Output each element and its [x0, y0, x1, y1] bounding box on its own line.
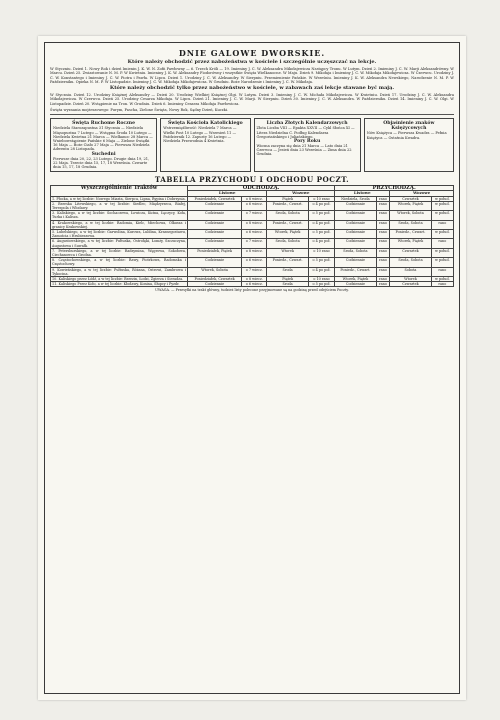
cell-a3: Czwartek: [390, 282, 431, 287]
cell-d3: Środa: [267, 267, 308, 276]
document-sheet: [38, 36, 466, 700]
cell-d3: Poniedz., Czwart.: [267, 220, 308, 229]
table-row: [51, 258, 454, 267]
box-golden-numbers-text: Złota Liczba VIII — Epakta XXVII — Cykl Słońca XI — Litera Niedzielna C. Podług Kalendarza Gregoriańskiego i Juliańskiego.: [256, 126, 355, 139]
cell-d2: o 8 wiecz.: [242, 277, 267, 282]
col-arrival-letters: Listowe: [335, 191, 390, 196]
cell-d1: Codziennie: [188, 239, 242, 248]
box-moon-signs: [364, 118, 454, 172]
cell-a3: Środa, Sobota: [390, 220, 431, 229]
cell-a3: Poniedz., Czwart.: [390, 230, 431, 239]
cell-a1: Środa, Sobota: [335, 248, 376, 257]
cell-d1: Codziennie: [188, 282, 242, 287]
table-row: [51, 267, 454, 276]
col-arrival: PRZYCHODZĄ.: [335, 186, 454, 191]
col-route: Wyszczególnienie Traktów: [51, 186, 188, 196]
cell-a3: Wtorek, Sobota: [390, 211, 431, 220]
cell-a4: rano: [431, 267, 453, 276]
box-movable-feasts-text: Niedziela Starozapustna 31 Stycznia — Niedziela Mięsopustna 7 Lutego — Wstępna Środa 10 Lutego — Niedziela Kwietna 21 Marca — Wielkanoc 28 Marca — Wniebowstąpienie Pańskie 6 Maja — Zielone Świątki 16 Maja — Boże Ciało 27 Maja — Pierwsza Niedziela Adwentu 28 Listopada.: [53, 126, 153, 152]
box-church-feasts: [160, 118, 250, 172]
cell-d3: Piątek: [267, 277, 308, 282]
table-row: [51, 220, 454, 229]
cell-a2: rano: [376, 220, 390, 229]
box-seasons-title: Pory Roku: [293, 138, 321, 144]
cell-d4: o 10 rano: [308, 196, 334, 201]
cell-d3: Wtorek, Piątek: [267, 230, 308, 239]
calendar-boxes-row-1: [50, 118, 454, 172]
table-header-row-1: [51, 186, 454, 191]
cell-a3: Czwartek: [390, 196, 431, 201]
cell-a1: Niedziela, Środa: [335, 196, 376, 201]
box-moon-signs-text: Nów Księżyca — Pierwsza Kwadra — Pełnia Księżyca — Ostatnia Kwadra.: [366, 131, 447, 140]
cell-d1: Codziennie: [188, 201, 242, 210]
cell-d4: o 4 po poł.: [308, 239, 334, 248]
cell-a4: w połud.: [431, 258, 453, 267]
cell-a1: Poniedz., Czwart.: [335, 267, 376, 276]
col-arrival-parcels: Wozowe: [390, 191, 454, 196]
cell-d2: o 6 wiecz.: [242, 201, 267, 210]
cell-d1: Codziennie: [188, 230, 242, 239]
cell-d2: o 6 wiecz.: [242, 282, 267, 287]
box-golden-numbers: [254, 118, 361, 172]
cell-route: 7. Petersburskiego, a w tej liczbie: Radzymina, Węgrowa, Sokołowa, Ciechanowca i Grodna.: [52, 248, 187, 258]
cell-d4: o 5 po poł.: [308, 211, 334, 220]
page-content: [50, 46, 454, 292]
cell-route: 9. Kowieńskiego, a w tej liczbie: Pułtuska, Różana, Ostrowi, Zambrowa i Tykocina.: [52, 267, 187, 276]
cell-d1: Codziennie: [188, 258, 242, 267]
cell-a2: rano: [376, 201, 390, 210]
footer-note: UWAGA. — Przesyłki na trakt główny, tudzież listy polecone przyjmowane są na godzinę przed odejściem Poczty.: [155, 288, 349, 293]
cell-a3: Wtorek: [390, 277, 431, 282]
cell-d2: o 8 wiecz.: [242, 220, 267, 229]
divider: [50, 114, 454, 115]
cell-a4: w połud.: [431, 211, 453, 220]
col-departure-parcels: Wozowe: [267, 191, 335, 196]
paragraph-3: Święta wyznania mojżeszowego: Purym, Pascha, Zielone Święta, Nowy Rok, Sądny Dzień, Kuczki.: [50, 108, 229, 113]
cell-route: 5. Lubelskiego, a w tej liczbie: Garwolina, Kurowa, Lublina, Krasnegostawu, Zamościa i Hrubieszowa.: [52, 230, 187, 239]
cell-d4: o 5 po poł.: [308, 258, 334, 267]
page-title: DNIE GALOWE DWORSKIE.: [178, 48, 326, 58]
paragraph-1: W Styczniu. Dzień 1. Nowy Rok i dzień Imienin J. K. W. N. Zofii Pawłowny — 6. Trzech Króli — 19. Imieniny J. C. W. Aleksandra Mikołajewicza Następcy Tronu. W Lutym. Dzień 2. Imieniny J. C. W. Marji Aleksandrówny. W Marcu. Dzień 25. Zwiastowanie N. M. P. W Kwietniu. Imieniny J. K. W. Aleksandry Fiodorówny i wszystkie Święta Wielkanocne. W Maju. Dzień 9. Mikołaja i Imieniny J. C. W. Mikołaja Mikołajewicza. W Czerwcu. Urodziny J. C. W. Konstantego i Imieniny J. C. W. Piotra i Pawła. W Lipcu. Dzień 1. Urodziny J. C. W. Aleksandry. W Sierpniu. Przemienienie Pańskie. W Wrześniu. Imieniny J. K. W. Aleksandra Newskiego, Narodzenie N. M. P. W Październiku. Opieka N. M. P. W Listopadzie. Imieniny J. C. W. Mikołaja Mikołajewicza. W Grudniu. Boże Narodzenie i Imieniny J. C. W. Mikołaja.: [50, 67, 454, 84]
cell-route: 4. Krakowskiego, a w tej liczbie: Radomia, Kielc, Miechowa, Olkusza i granicy Krakowskiej.: [52, 220, 187, 229]
cell-d4: o 4 po poł.: [308, 267, 334, 276]
cell-a4: w połud.: [431, 230, 453, 239]
cell-d3: Środa, Sobota: [267, 239, 308, 248]
cell-a2: rano: [376, 267, 390, 276]
cell-a1: Wtorek, Piątek: [335, 277, 376, 282]
cell-d2: o 7 wiecz.: [242, 267, 267, 276]
cell-d2: o 6 wiecz.: [242, 258, 267, 267]
post-table: [50, 185, 454, 287]
box-church-feasts-text: Wstrzemięźliwość: Niedziela 7 Marca — Wielki Post 10 Lutego — Wrzesień 11 — Październik 12. Zapusty 16 Lutego — Niedziela Przewodnia 4 Kwietnia.: [163, 126, 237, 143]
cell-d1: Poniedziałek, Czwartek: [188, 196, 242, 201]
cell-d3: Środa, Sobota: [267, 211, 308, 220]
cell-d2: o 8 wiecz.: [242, 248, 267, 257]
col-departure: ODCHODZĄ.: [188, 186, 335, 191]
cell-a3: Sobota: [390, 267, 431, 276]
subtitle-1: Które należy obchodzić przez nabożeństwa w kościele i szczególnie uczęszczać na lekcje.: [127, 59, 377, 65]
cell-d4: o 5 po poł.: [308, 230, 334, 239]
cell-a4: w połud.: [431, 277, 453, 282]
table-row: [51, 248, 454, 257]
cell-d2: o 7 wiecz.: [242, 211, 267, 220]
cell-a2: rano: [376, 277, 390, 282]
cell-a3: Czwartek: [390, 248, 431, 257]
table-row: [51, 282, 454, 287]
cell-a4: rano: [431, 282, 453, 287]
cell-d4: o 10 rano: [308, 277, 334, 282]
cell-a1: Codziennie: [335, 239, 376, 248]
cell-d3: Poniedz., Czwart.: [267, 201, 308, 210]
cell-a1: Codziennie: [335, 201, 376, 210]
cell-route: 2. Brzeska Litewskiego, a w tej liczbie: Siedlec, Międzyrzeca, Białej, Terespola i Włodawy.: [52, 201, 187, 211]
box-golden-numbers-title: Liczba Złotych Kalendarzowych: [266, 121, 348, 127]
cell-d1: Poniedziałek, Czwartek: [188, 277, 242, 282]
cell-a3: Wtorek, Piątek: [390, 239, 431, 248]
subtitle-2: Które należy obchodzić tylko przez nabożeństwo w kościele, w zabawach zaś lekcje stawane być mają.: [109, 85, 395, 92]
cell-d1: Poniedziałek, Piątek: [188, 248, 242, 257]
cell-a4: rano: [431, 220, 453, 229]
cell-route: 6. Augustowskiego, a w tej liczbie: Pułtuska, Ostrołęki, Łomży, Szczuczyna, Augustowa i Suwałk.: [52, 239, 187, 248]
cell-a4: w połud.: [431, 201, 453, 210]
paragraph-2: W Styczniu. Dzień 12. Urodziny Księżnej Aleksandry — Dzień 20. Urodziny Wielkiej Księżnej Olgi. W Lutym. Dzień 3. Imieniny J. C. W. Michała Mikołajewicza. W Kwietniu. Dzień 17. Urodziny J. C. W. Aleksandra Mikołajewicza. W Czerwcu. Dzień 25. Urodziny Cesarza Mikołaja. W Lipcu. Dzień 21. Imieniny J. C. W. Marji. W Sierpniu. Dzień 30. Imieniny J. C. W. Aleksandra. W Październiku. Dzień 14. Imieniny J. C. W. Olgi. W Listopadzie. Dzień 20. Wstąpienie na Tron. W Grudniu. Dzień 6. Imieniny Cesarza Mikołaja Pawłowicza.: [50, 93, 454, 106]
cell-route: 1. Płocka, a w tej liczbie: Nowego Miasta, Sierpca, Lipna, Rypina i Dobrzynia.: [52, 196, 186, 201]
table-row: [51, 201, 454, 210]
cell-a3: Wtorek, Piątek: [390, 201, 431, 210]
cell-d2: o 8 wiecz.: [242, 196, 267, 201]
cell-a4: w połud.: [431, 248, 453, 257]
table-body: [51, 196, 454, 287]
cell-d1: Codziennie: [188, 211, 242, 220]
cell-route: 8. Częstochowskiego, a w tej liczbie: Rawy, Piotrkowa, Radomska i Częstochowy.: [52, 258, 187, 267]
cell-a2: rano: [376, 239, 390, 248]
cell-a2: rano: [376, 211, 390, 220]
cell-a1: Codziennie: [335, 282, 376, 287]
cell-a4: rano: [431, 239, 453, 248]
cell-d3: Poniedz., Czwart.: [267, 258, 308, 267]
col-departure-letters: Listowe: [188, 191, 267, 196]
cell-a1: Codziennie: [335, 258, 376, 267]
table-row: [51, 211, 454, 220]
cell-a2: rano: [376, 282, 390, 287]
cell-d3: Środa: [267, 282, 308, 287]
box-moon-signs-title: Objaśnienie znaków Księżycowych: [383, 121, 435, 132]
cell-a3: Środa, Sobota: [390, 258, 431, 267]
cell-a2: rano: [376, 196, 390, 201]
box-church-feasts-title: Święta Kościoła Katolickiego: [167, 121, 243, 127]
table-row: [51, 230, 454, 239]
cell-d4: o 10 rano: [308, 248, 334, 257]
box-suchedni-title: Suchedni: [91, 151, 116, 157]
box-movable-feasts: [50, 118, 157, 172]
cell-a2: rano: [376, 230, 390, 239]
box-seasons-text: Wiosna zaczyna się dnia 21 Marca — Lato dnia 21 Czerwca — Jesień dnia 23 Września — Zima dnia 22 Grudnia.: [256, 143, 352, 157]
table-title: TABELLA PRZYCHODU I ODCHODU POCZT.: [154, 175, 350, 185]
cell-route: 10. Kaliskiego przez Łódź, a w tej liczbie: Brzezin, Łodzi, Zgierza i Sieradza.: [51, 277, 188, 282]
cell-a1: Codziennie: [335, 211, 376, 220]
box-movable-feasts-title: Święta Ruchome Roczne: [72, 121, 136, 127]
cell-d4: o 5 po poł.: [308, 282, 334, 287]
cell-d3: Wtorek: [267, 248, 308, 257]
cell-d3: Piątek: [267, 196, 308, 201]
cell-route: 3. Kaliskiego, a w tej liczbie: Sochaczewa, Łowicza, Kutna, Łęczycy, Koła, Turka i Kalisza.: [52, 211, 187, 220]
cell-d2: o 6 wiecz.: [242, 230, 267, 239]
cell-d1: Codziennie: [188, 220, 242, 229]
cell-a1: Codziennie: [335, 220, 376, 229]
cell-a2: rano: [376, 248, 390, 257]
cell-d4: o 4 po poł.: [308, 201, 334, 210]
cell-a2: rano: [376, 258, 390, 267]
cell-a1: Codziennie: [335, 230, 376, 239]
cell-d1: Wtorek, Sobota: [188, 267, 242, 276]
cell-route: 11. Kaliskiego Przez Koło, a w tej liczbie: Kłodawy, Konina, Słupcy i Pyzdr.: [51, 282, 188, 287]
table-row: [51, 239, 454, 248]
box-suchedni-text: Pierwsze dnia 20, 22, 23 Lutego. Drugie dnia 19, 21, 22 Maja. Trzecie dnia 15, 17, 18 Września. Czwarte dnia 15, 17, 18 Grudnia.: [53, 156, 150, 169]
cell-d2: o 7 wiecz.: [242, 239, 267, 248]
cell-d4: o 4 po poł.: [308, 220, 334, 229]
cell-a4: w połud.: [431, 196, 453, 201]
